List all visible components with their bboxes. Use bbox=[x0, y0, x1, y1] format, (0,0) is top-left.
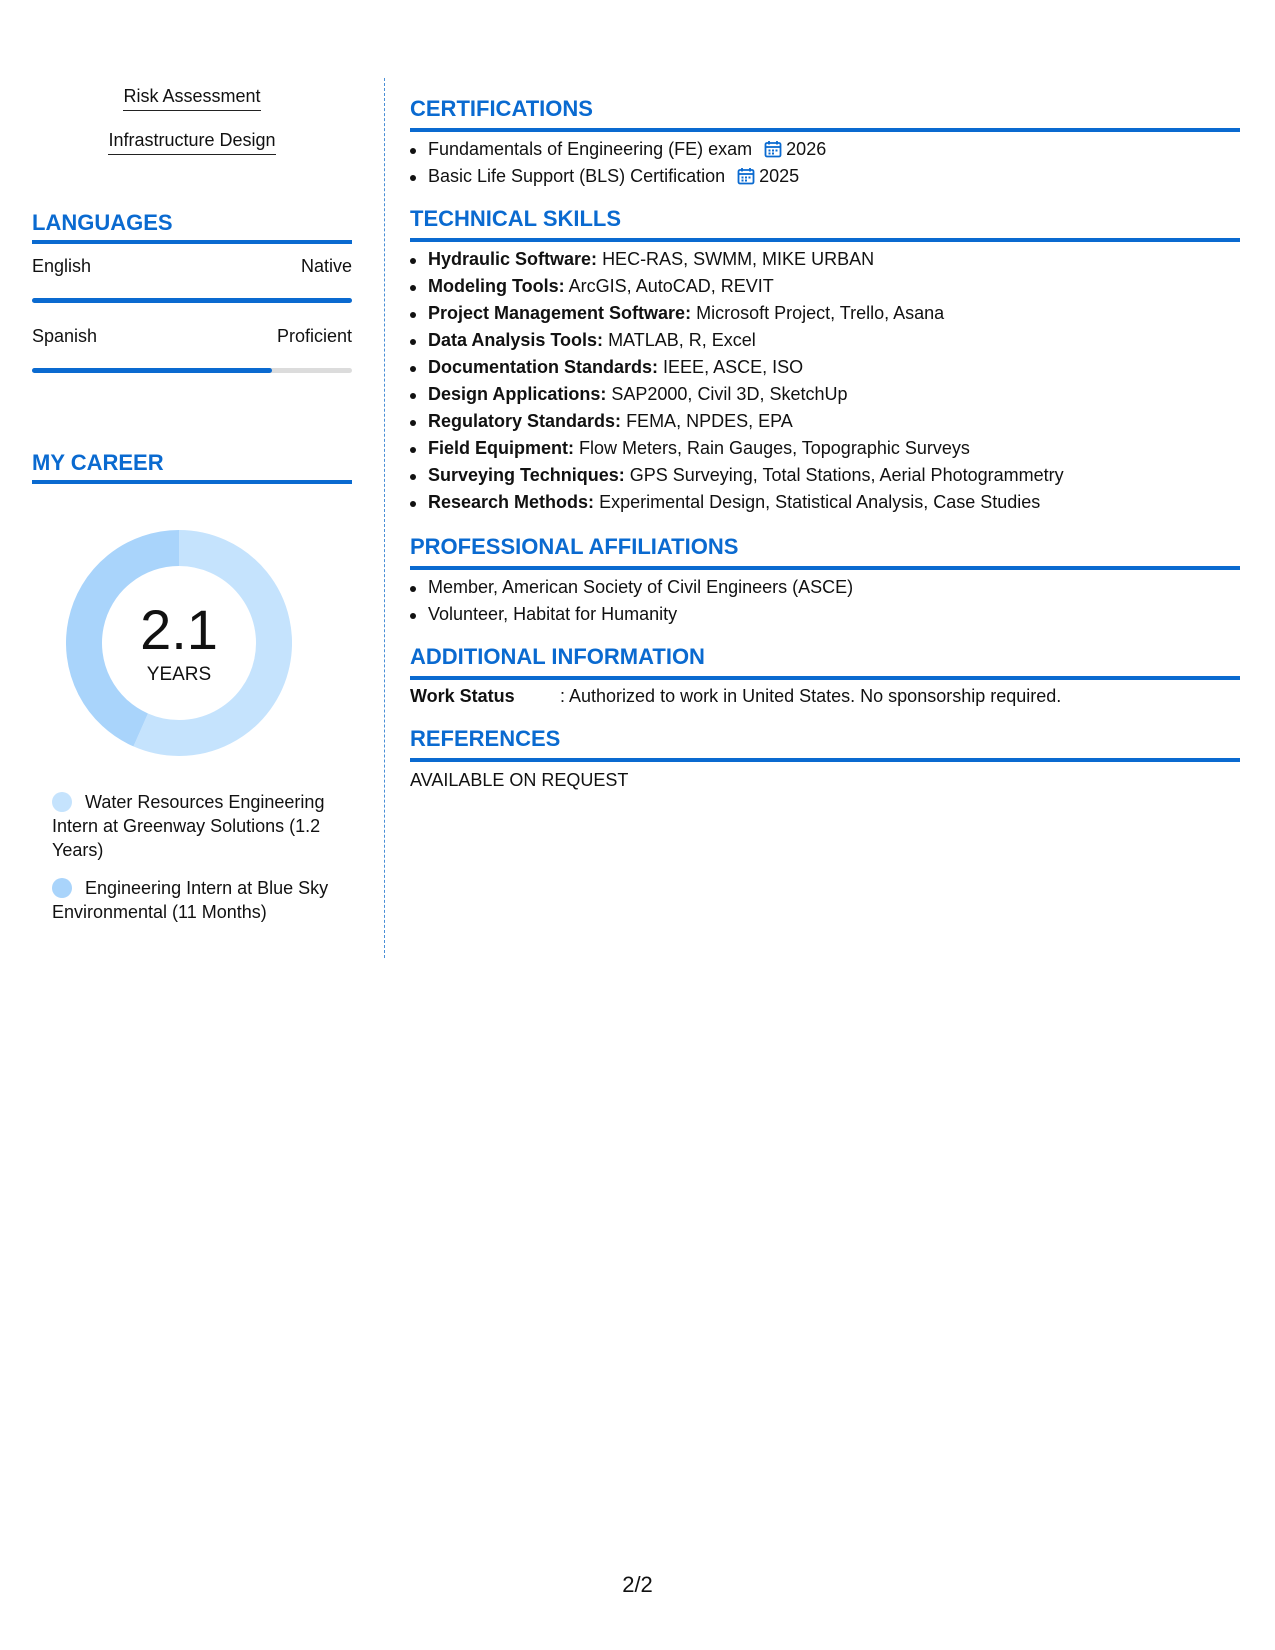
certification-year: 2026 bbox=[786, 139, 827, 159]
certifications-heading: CERTIFICATIONS bbox=[410, 96, 1240, 132]
work-status-value: : Authorized to work in United States. No sponsorship required. bbox=[560, 686, 1062, 706]
calendar-icon bbox=[764, 139, 782, 166]
skill-item: Surveying Techniques: GPS Surveying, Total Stations, Aerial Photogrammetry bbox=[410, 462, 1240, 489]
career-total-years: 2.1 bbox=[140, 598, 218, 661]
legend-dot-icon bbox=[52, 878, 72, 898]
page-number: 2/2 bbox=[622, 1572, 653, 1597]
affiliation-item: Volunteer, Habitat for Humanity bbox=[410, 601, 1240, 628]
column-divider bbox=[384, 78, 385, 958]
skill-item: Research Methods: Experimental Design, Statistical Analysis, Case Studies bbox=[410, 489, 1240, 516]
career-legend-label: Engineering Intern at Blue Sky Environmental (11 Months) bbox=[52, 878, 329, 922]
affiliations-list bbox=[410, 574, 1240, 628]
skill-tag: Infrastructure Design bbox=[32, 130, 352, 155]
certification-year: 2025 bbox=[759, 166, 800, 186]
references-text: AVAILABLE ON REQUEST bbox=[410, 770, 629, 790]
affiliation-item: Member, American Society of Civil Engineers (ASCE) bbox=[410, 574, 1240, 601]
skill-item: Modeling Tools: ArcGIS, AutoCAD, REVIT bbox=[410, 273, 1240, 300]
legend-dot-icon bbox=[52, 792, 72, 812]
skill-item: Field Equipment: Flow Meters, Rain Gauges, Topographic Surveys bbox=[410, 435, 1240, 462]
career-total-unit: YEARS bbox=[146, 664, 212, 685]
skill-item: Data Analysis Tools: MATLAB, R, Excel bbox=[410, 327, 1240, 354]
skill-item: Documentation Standards: IEEE, ASCE, ISO bbox=[410, 354, 1240, 381]
certification-item: Basic Life Support (BLS) Certification 2025 bbox=[410, 163, 1240, 190]
right-column bbox=[410, 0, 1240, 900]
references-heading: REFERENCES bbox=[410, 726, 1240, 762]
career-heading: MY CAREER bbox=[32, 450, 352, 484]
skill-item: Design Applications: SAP2000, Civil 3D, SketchUp bbox=[410, 381, 1240, 408]
language-level: Proficient bbox=[276, 326, 352, 346]
languages-heading: LANGUAGES bbox=[32, 210, 352, 244]
career-legend-label: Water Resources Engineering Intern at Greenway Solutions (1.2 Years) bbox=[52, 792, 325, 860]
affiliations-heading: PROFESSIONAL AFFILIATIONS bbox=[410, 534, 1240, 570]
additional-info-heading: ADDITIONAL INFORMATION bbox=[410, 644, 1240, 680]
career-donut-chart bbox=[66, 530, 292, 756]
certification-item: Fundamentals of Engineering (FE) exam 2026 bbox=[410, 136, 1240, 163]
calendar-icon bbox=[737, 166, 755, 193]
language-level: Native bbox=[300, 256, 352, 276]
language-name: Spanish bbox=[32, 326, 98, 346]
technical-skills-heading: TECHNICAL SKILLS bbox=[410, 206, 1240, 242]
technical-skills-list bbox=[410, 246, 1240, 516]
language-name: English bbox=[32, 256, 92, 276]
work-status-label: Work Status bbox=[410, 686, 515, 706]
language-bar bbox=[32, 298, 352, 303]
skill-tag: Risk Assessment bbox=[32, 86, 352, 111]
skill-item: Regulatory Standards: FEMA, NPDES, EPA bbox=[410, 408, 1240, 435]
language-bar bbox=[32, 368, 352, 373]
career-legend-item bbox=[52, 790, 332, 862]
left-column bbox=[32, 0, 352, 1000]
skill-item: Project Management Software: Microsoft Project, Trello, Asana bbox=[410, 300, 1240, 327]
language-bar-fill bbox=[32, 368, 272, 373]
language-bar-fill bbox=[32, 298, 352, 303]
certifications-list bbox=[410, 136, 1240, 190]
skill-item: Hydraulic Software: HEC-RAS, SWMM, MIKE URBAN bbox=[410, 246, 1240, 273]
career-legend-item bbox=[52, 876, 332, 924]
